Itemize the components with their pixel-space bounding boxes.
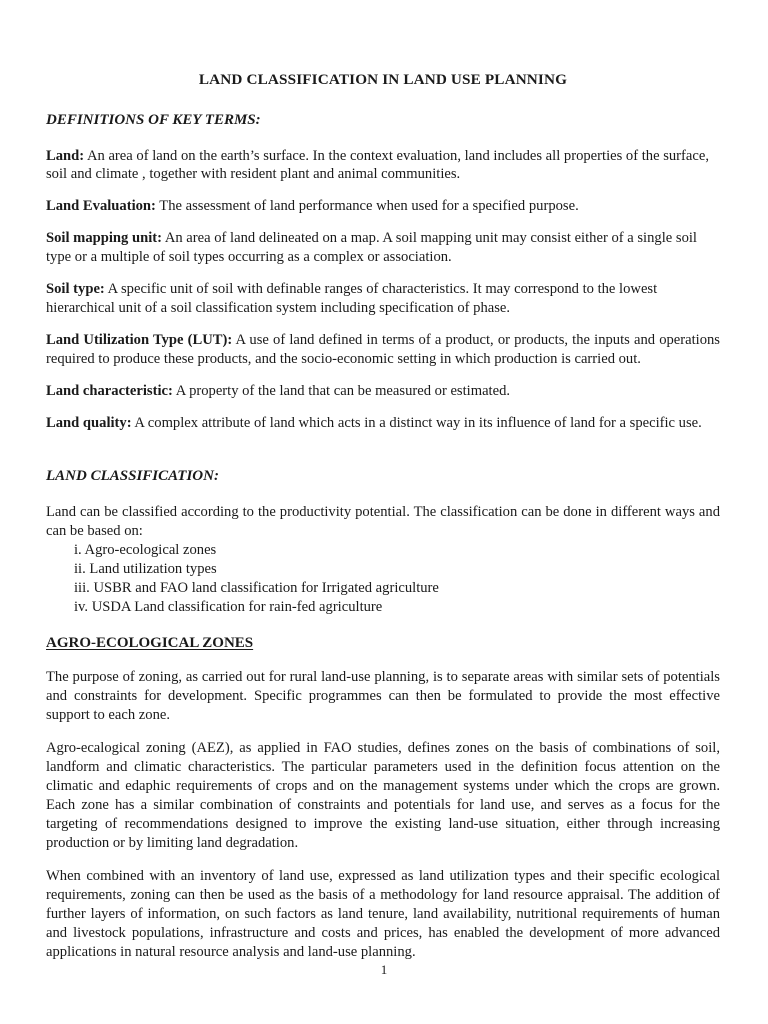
section-spacer bbox=[46, 446, 720, 467]
definitions-heading: DEFINITIONS OF KEY TERMS: bbox=[46, 112, 261, 128]
classification-heading: LAND CLASSIFICATION: bbox=[46, 468, 219, 485]
aez-paragraph-purpose: The purpose of zoning, as carried out for rural land-use planning, is to separate areas with similar sets of potentials and constraints for development. Specific programmes can then be formulated to provide the most effective support to each zone. bbox=[46, 668, 720, 723]
definition-land-characteristic bbox=[46, 382, 720, 401]
list-item: ii. Land utilization types bbox=[74, 560, 217, 577]
definition-term-soil-mapping-unit: Soil mapping unit: bbox=[46, 230, 162, 247]
definition-text-land-evaluation: The assessment of land performance when used for a specified purpose. bbox=[155, 198, 579, 215]
definition-text-land: An area of land on the earth’s surface. In the context evaluation, land includes all properties of the surface, soil and climate , together with resident plant and animal communities. bbox=[46, 147, 709, 183]
definition-soil-type bbox=[46, 280, 720, 318]
definition-text-soil-mapping-unit: An area of land delineated on a map. A soil mapping unit may consist either of a single soil type or a multiple of soil types occurring as a complex or association. bbox=[46, 230, 697, 266]
list-item: iii. USBR and FAO land classification for Irrigated agriculture bbox=[74, 579, 439, 596]
definition-soil-mapping-unit bbox=[46, 229, 720, 267]
definition-term-land-characteristic: Land characteristic: bbox=[46, 383, 173, 400]
definition-text-land-utilization-type: A use of land defined in terms of a product, or products, the inputs and operations required to produce these products, and the socio-economic setting in which production is carried out. bbox=[46, 332, 720, 368]
definition-term-soil-type: Soil type: bbox=[46, 281, 105, 298]
definition-term-land-quality: Land quality: bbox=[46, 415, 132, 432]
list-item: iv. USDA Land classification for rain-fed agriculture bbox=[74, 598, 383, 615]
classification-intro: Land can be classified according to the productivity potential. The classification can be done in different ways and can be based on: bbox=[46, 503, 720, 539]
definition-land-utilization-type bbox=[46, 331, 720, 369]
page-title: LAND CLASSIFICATION IN LAND USE PLANNING bbox=[198, 71, 568, 88]
page-number: 1 bbox=[380, 962, 388, 977]
definition-land-evaluation bbox=[46, 197, 720, 216]
definition-land-quality bbox=[46, 414, 720, 433]
aez-paragraph-zoning: Agro-ecalogical zoning (AEZ), as applied in FAO studies, defines zones on the basis of combinations of soil, landform and climatic characteristics. The particular parameters used in the definition focus attention on the climatic and edaphic requirements of crops and on the management systems under which the crops are grown. Each zone has a similar combination of constraints and potentials for land use, and serves as a focus for the targeting of recommendations designed to improve the existing land-use situation, either through increasing production or by limiting land degradation. bbox=[46, 739, 720, 851]
definition-text-land-quality: A complex attribute of land which acts in a distinct way in its influence of land for a specific use. bbox=[131, 415, 702, 432]
definition-term-land-evaluation: Land Evaluation: bbox=[46, 198, 156, 215]
definition-term-land-utilization-type: Land Utilization Type (LUT): bbox=[46, 332, 233, 349]
definition-term-land: Land: bbox=[46, 147, 85, 164]
definition-text-land-characteristic: A property of the land that can be measured or estimated. bbox=[172, 383, 511, 400]
aez-heading: AGRO-ECOLOGICAL ZONES bbox=[46, 635, 254, 652]
definition-land bbox=[46, 147, 720, 185]
list-item: i. Agro-ecological zones bbox=[74, 541, 217, 558]
aez-paragraph-inventory: When combined with an inventory of land use, expressed as land utilization types and their specific ecological requirements, zoning can then be used as the basis of a methodology for land resource appraisal. The addition of further layers of information, on such factors as land tenure, land availability, nutritional requirements of human and livestock populations, infrastructure and costs and prices, has enabled the development of more advanced applications in natural resource analysis and land-use planning. bbox=[46, 867, 720, 960]
definition-text-soil-type: A specific unit of soil with definable ranges of characteristics. It may correspond to the lowest hierarchical unit of a soil classification system including specification of phase. bbox=[46, 281, 658, 317]
classification-list bbox=[46, 541, 720, 617]
